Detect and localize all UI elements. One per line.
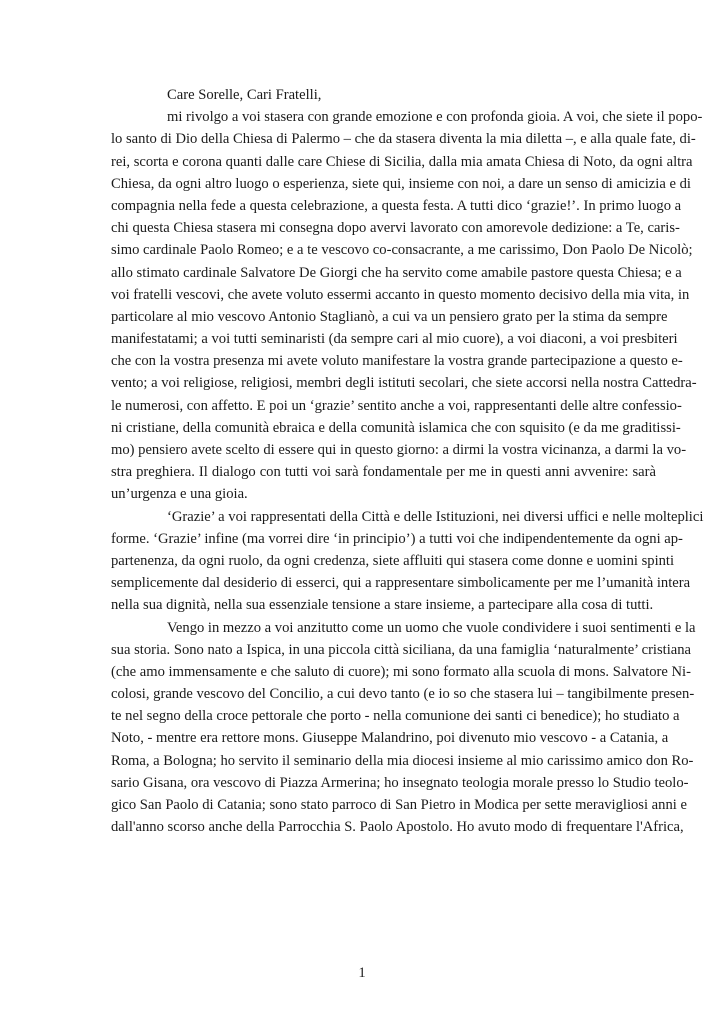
text-line: Chiesa, da ogni altro luogo o esperienza, siete qui, insieme con noi, a dare un senso di amicizia e di [111, 175, 691, 192]
text-line: Noto, - mentre era rettore mons. Giuseppe Malandrino, poi divenuto mio vescovo - a Catania, a [111, 730, 669, 747]
text-line: chi questa Chiesa stasera mi consegna dopo avervi lavorato con amorevole dedizione: a Te, caris- [111, 220, 680, 237]
paragraphs-container [111, 106, 704, 838]
paragraph-1 [111, 106, 703, 505]
text-line: sua storia. Sono nato a Ispica, in una piccola città siciliana, da una famiglia ‘naturalmente’ cristiana [111, 641, 692, 658]
text-line: simo cardinale Paolo Romeo; e a te vescovo co-consacrante, a me carissimo, Don Paolo De Nicolò; [111, 242, 693, 259]
text-line: (che amo immensamente e che saluto di cuore); mi sono formato alla scuola di mons. Salvatore Ni- [111, 663, 691, 680]
text-line: che con la vostra presenza mi avete voluto manifestare la vostra grande partecipazione a questo e- [111, 353, 683, 370]
text-line: allo stimato cardinale Salvatore De Giorgi che ha servito come amabile pastore questa Chiesa; e a [111, 264, 682, 281]
text-line: dall'anno scorso anche della Parrocchia S. Paolo Apostolo. Ho avuto modo di frequentare l'Africa, [111, 819, 684, 836]
text-line: vento; a voi religiose, religiosi, membri degli istituti secolari, che siete accorsi nella nostra Cattedra- [111, 375, 697, 392]
text-line: partenenza, da ogni ruolo, da ogni credenza, siete affluiti qui stasera come donne e uomini spinti [111, 552, 675, 569]
text-line: mi rivolgo a voi stasera con grande emozione e con profonda gioia. A voi, che siete il popo- [167, 109, 703, 126]
text-line: voi fratelli vescovi, che avete voluto essermi accanto in questo momento decisivo della mia vita, in [111, 286, 690, 303]
text-line: rei, scorta e corona quanti dalle care Chiese di Sicilia, dalla mia amata Chiesa di Noto, da ogni altra [111, 153, 693, 170]
text-line: semplicemente dal desiderio di esserci, qui a rappresentare simbolicamente per me l’umanità intera [111, 575, 691, 592]
text-line: stra preghiera. Il dialogo con tutti voi sarà fondamentale per me in questi anni avvenire: sarà [111, 464, 656, 481]
text-line: sario Gisana, ora vescovo di Piazza Armerina; ho insegnato teologia morale presso lo Studio teolo- [111, 774, 689, 791]
text-line: compagnia nella fede a questa celebrazione, a questa festa. A tutti dico ‘grazie!’. In primo luogo a [111, 197, 682, 214]
text-line: mo) pensiero avete scelto di essere qui in questo giorno: a dirmi la vostra vicinanza, a darmi la vo- [111, 442, 687, 458]
text-line: Vengo in mezzo a voi anzitutto come un uomo che vuole condividere i suoi sentimenti e la [167, 619, 696, 636]
text-line: te nel segno della croce pettorale che porto - nella comunione dei santi ci benedice); ho studiato a [111, 708, 680, 725]
greeting-line: Care Sorelle, Cari Fratelli, [167, 87, 322, 103]
text-line: un’urgenza e una gioia. [111, 486, 248, 503]
paragraph-2 [111, 506, 704, 617]
text-line: colosi, grande vescovo del Concilio, a cui devo tanto (e io so che stasera lui – tangibilmente presen- [111, 686, 695, 703]
text-line: ni cristiane, della comunità ebraica e della comunità islamica che con squisito (e da me graditissi- [111, 419, 681, 436]
text-line: lo santo di Dio della Chiesa di Palermo – che da stasera diventa la mia diletta –, e alla quale fate, di- [111, 131, 696, 148]
text-line: ‘Grazie’ a voi rappresentati della Città e delle Istituzioni, nei diversi uffici e nelle molteplici [167, 508, 704, 525]
text-line: particolare al mio vescovo Antonio Staglianò, a cui va un pensiero grato per la stima da sempre [111, 308, 668, 325]
text-line: manifestatami; a voi tutti seminaristi (da sempre cari al mio cuore), a voi diaconi, a voi presbiteri [111, 331, 678, 348]
paragraph-3 [111, 617, 696, 839]
page-number: 1 [358, 965, 366, 981]
text-line: nella sua dignità, nella sua essenziale tensione a stare insieme, a partecipare alla cosa di tutti. [111, 597, 654, 614]
text-line: forme. ‘Grazie’ infine (ma vorrei dire ‘in principio’) a tutti voi che indipendentemente da ogni ap- [111, 530, 683, 547]
text-line: Roma, a Bologna; ho servito il seminario della mia diocesi insieme al mio carissimo amico don Ro- [111, 752, 694, 769]
text-line: gico San Paolo di Catania; sono stato parroco di San Pietro in Modica per sette meravigliosi anni e [111, 797, 687, 813]
text-line: le numerosi, con affetto. E poi un ‘grazie’ sentito anche a voi, rappresentanti delle altre confessio- [111, 397, 682, 414]
letter-body [111, 84, 704, 838]
